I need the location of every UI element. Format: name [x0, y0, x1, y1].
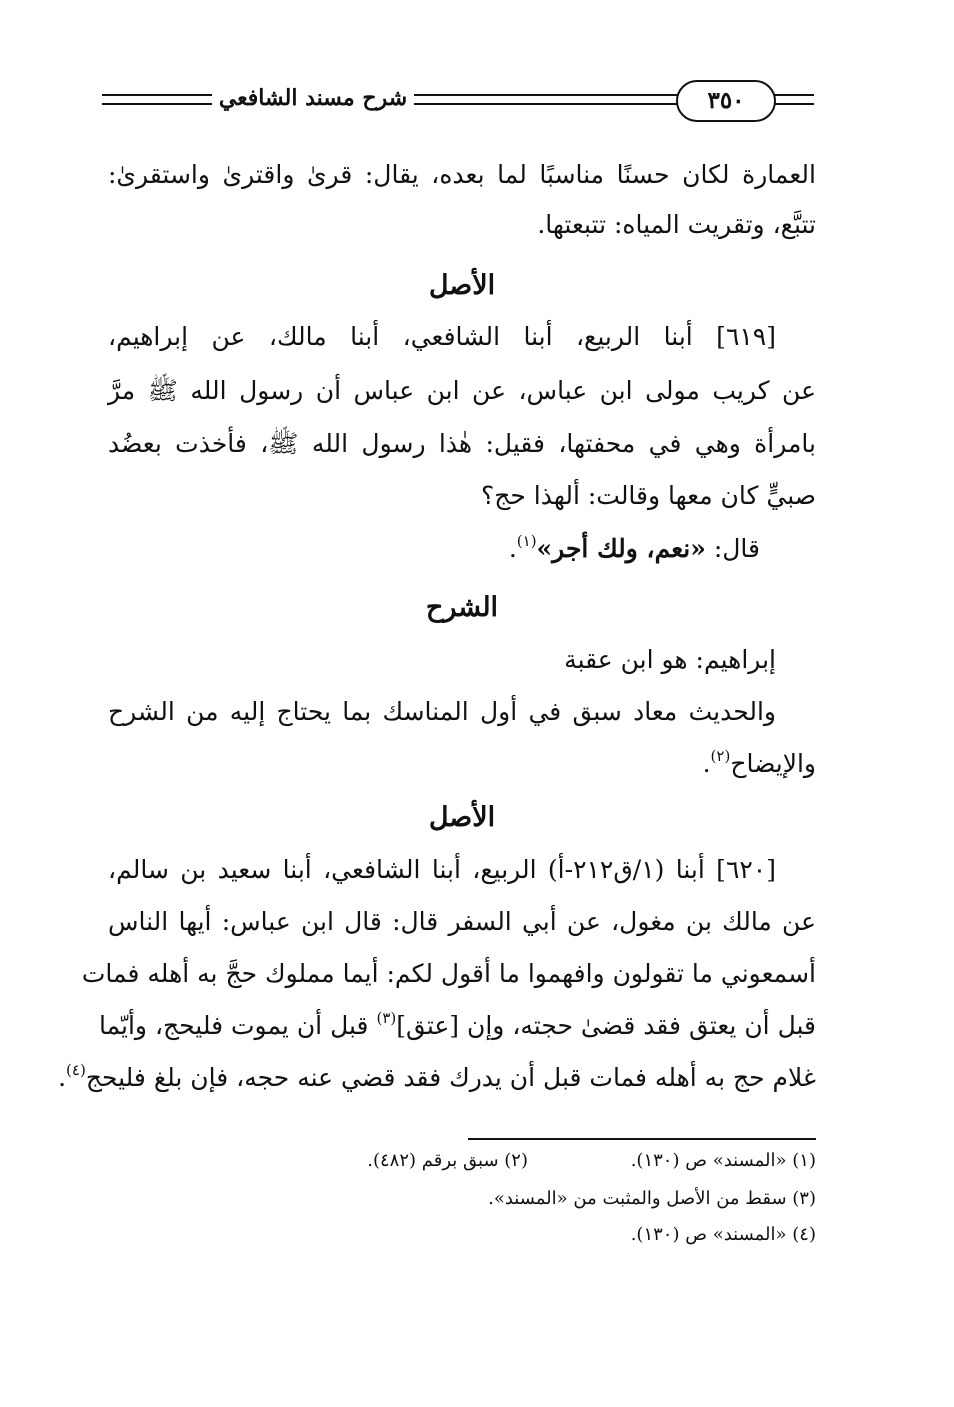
- footnote-4: (٤) «المسند» ص (١٣٠).: [630, 1224, 816, 1245]
- reply-quote: «نعم، ولك أجر»: [536, 534, 706, 563]
- line-part: قبل أن يعتق فقد قضىٰ حجته، وإن [عتق]: [396, 1011, 816, 1040]
- line-part: غلام حج به أهله فمات قبل أن يدرك فقد قضي عنه حجه، فإن بلغ فليحج: [85, 1063, 816, 1092]
- text-line: صبيٍّ كان معها وقالت: ألهذا حج؟: [480, 481, 816, 510]
- text-line: بامرأة وهي في محفتها، فقيل: هٰذا رسول الله ﷺ، فأخذت بعضُد: [108, 429, 816, 458]
- reply-prefix: قال:: [705, 534, 760, 563]
- hadith-620: [58, 855, 816, 1115]
- text-line: إبراهيم: هو ابن عقبة: [564, 645, 776, 674]
- sharh-last-text: والإيضاح: [730, 749, 816, 778]
- intro-paragraph: [108, 160, 816, 250]
- footnote-ref-1[interactable]: (١): [516, 532, 537, 550]
- text-line: [98, 1009, 816, 1040]
- sharh-last-end: .: [702, 749, 711, 778]
- hadith-619: [108, 322, 816, 582]
- section-heading-sharh: الشرح: [425, 592, 499, 623]
- footnote-2: (٢) سبق برقم (٤٨٢).: [367, 1150, 528, 1171]
- footnote-ref-3[interactable]: (٣): [376, 1009, 397, 1027]
- text-line: [108, 749, 816, 778]
- hadith-reply: [108, 534, 816, 563]
- book-title: شرح مسند الشافعي: [218, 85, 408, 111]
- text-line: [58, 1061, 816, 1092]
- footnote-rule: [468, 1138, 816, 1140]
- footnote-3: (٣) سقط من الأصل والمثبت من «المسند».: [488, 1188, 816, 1209]
- reply-end: .: [508, 534, 517, 563]
- footnote-ref-2[interactable]: (٢): [710, 747, 731, 765]
- footnote-1: (١) «المسند» ص (١٣٠).: [630, 1150, 816, 1171]
- text-line: تتبَّع، وتقريت المياه: تتبعتها.: [537, 210, 816, 239]
- page-number: ٣٥٠: [676, 80, 776, 122]
- text-line: [٦٢٠] أبنا (١/ق٢١٢-أ) الربيع، أبنا الشافعي، أبنا سعيد بن سالم،: [108, 855, 777, 884]
- text-line: [٦١٩] أبنا الربيع، أبنا الشافعي، أبنا مالك، عن إبراهيم،: [108, 322, 776, 351]
- section-heading-asl: الأصل: [428, 802, 496, 833]
- text-line: والحديث معاد سبق في أول المناسك بما يحتاج إليه من الشرح: [108, 697, 776, 726]
- text-line: عن كريب مولى ابن عباس، عن ابن عباس أن رسول الله ﷺ مرَّ: [108, 376, 816, 405]
- sharh-paragraph: [108, 645, 816, 795]
- text-line: عن مالك بن مغول، عن أبي السفر قال: قال ابن عباس: أيها الناس: [108, 907, 816, 936]
- text-line: العمارة لكان حسنًا مناسبًا لما بعده، يقال: قرىٰ واقترىٰ واستقرىٰ:: [108, 160, 816, 189]
- line-part: قبل أن يموت فليحج، وأيّما: [98, 1011, 377, 1040]
- footnote-ref-4[interactable]: (٤): [66, 1061, 86, 1079]
- line-end: .: [58, 1063, 67, 1092]
- text-line: أسمعوني ما تقولون وافهموا ما أقول لكم: أيما مملوك حجَّ به أهله فمات: [81, 959, 816, 988]
- section-heading-asl: الأصل: [428, 270, 496, 301]
